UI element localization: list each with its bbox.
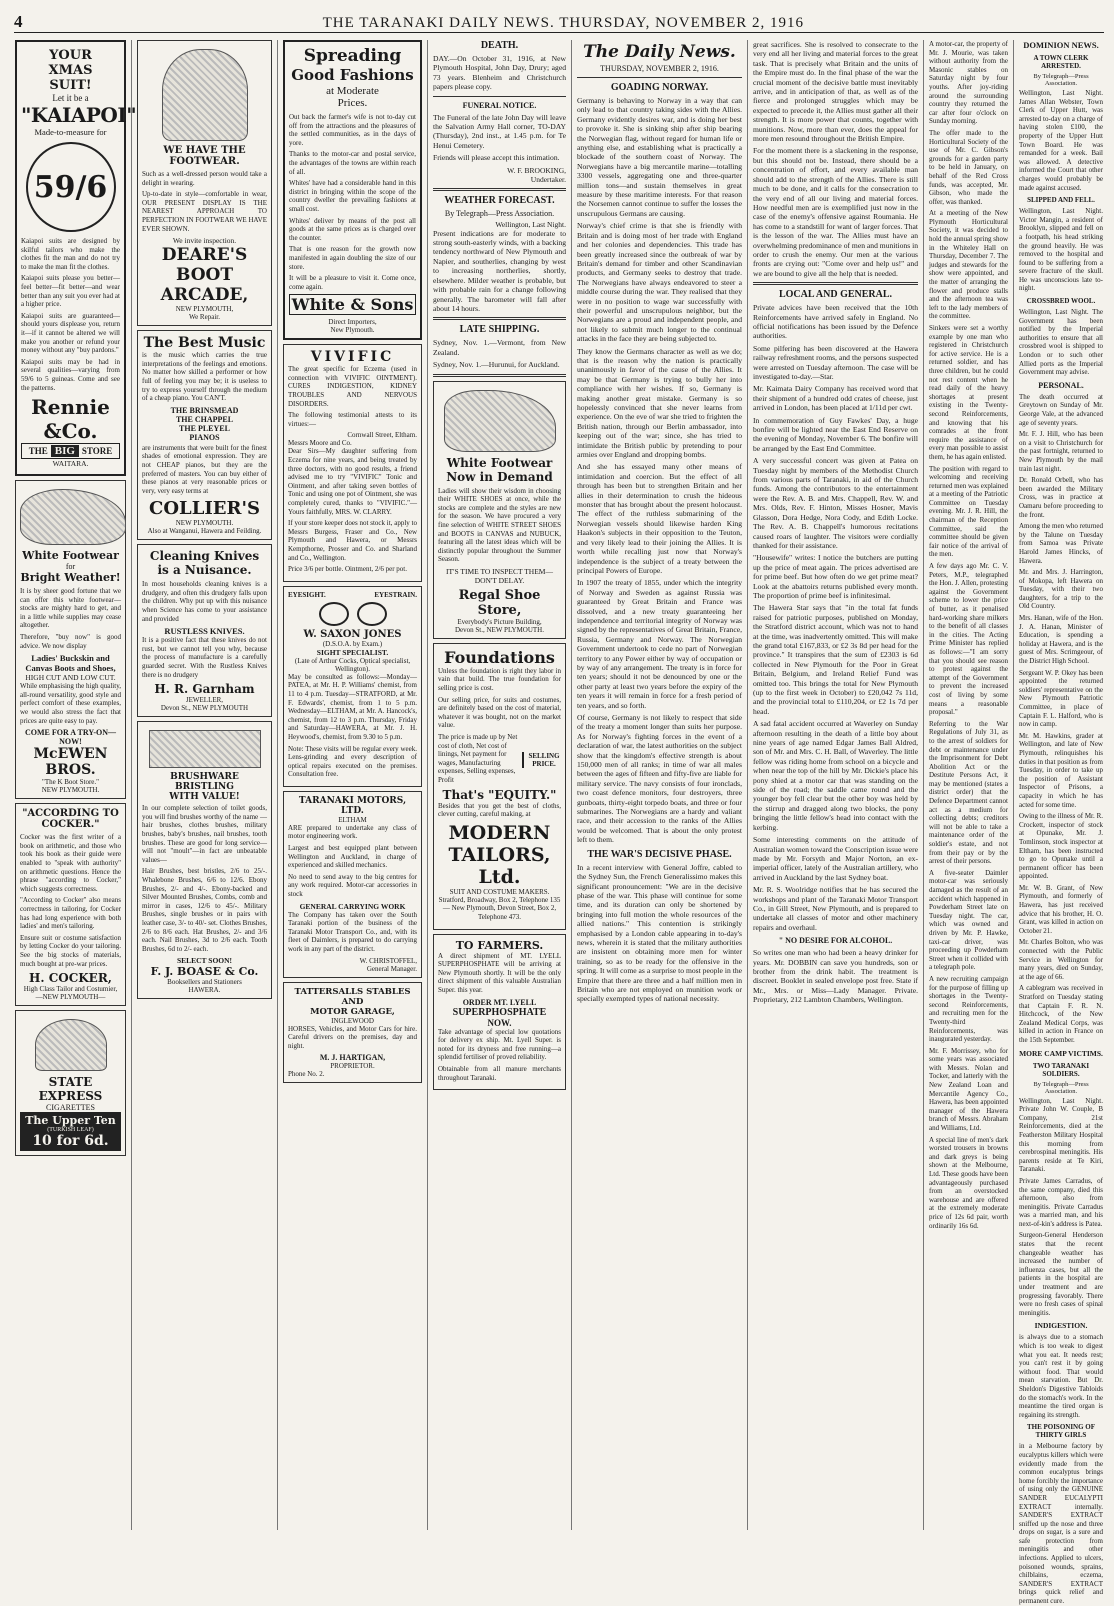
saxon-jones-ad xyxy=(283,586,422,787)
mcewen-town: NEW PLYMOUTH. xyxy=(41,786,100,795)
state-turk: (TURKISH LEAF) xyxy=(47,1127,94,1134)
regal-h1: White Footwear xyxy=(446,455,553,470)
col8-p3: Wellington, Last Night. The Government has been notified by the Imperial authorities to ensure that all crossbred wool is shipped to London or to such other Allied ports as the Imperial Government may advise. xyxy=(1019,308,1103,377)
col8-p16: Wellington, Last Night. Private John W. Couple, B Company, 21st Reinforcements, died at the Featherston Military Hospital this morning from cerebrospinal meningitis. His parents reside at Te Kiri, Taranaki. xyxy=(1019,1096,1103,1174)
col8-p19: is always due to a stomach which is too weak to digest what you eat. It needs rest; you can't rest it by going without food. That would mean starvation. But Dr. Sheldon's Digestive Tabloids do the stomach's work. In the meantime the tired organ is regaining its strength. xyxy=(1019,1333,1103,1419)
farmers-order: ORDER MT. LYELL xyxy=(462,997,537,1007)
weather-dateline: Wellington, Last Night. xyxy=(495,219,566,229)
wool-heading: CROSSBRED WOOL. xyxy=(1026,297,1096,306)
boase-role: Booksellers and Stationers xyxy=(167,978,242,987)
state-price: 10 for 6d. xyxy=(32,1133,109,1150)
column-4 xyxy=(428,40,572,1530)
col6-p1: great sacrifices. She is resolved to consecrate to the very end all her living and material forces to the great task. That is precisely what Britain and the units of the Empire must do. In the final phase of the war the crucial moment of the decisive battle must inevitably arrive, and in anticipation of that, as well as of the fierce and prolonged struggles which may be expected to precede it, the Allies must gather all their strength. It is more power that counts, together with munitions. Now, more than ever, does the appeal for more men resound throughout the British Empire. xyxy=(753,40,918,144)
motors-p2: Largest and best equipped plant between Wellington and Auckland, in charge of experienced and skilled mechanics. xyxy=(288,844,417,870)
modern-addr: Stratford, Broadway, Box 2, Telephone 135 — New Plymouth, Devon Street, Box 2, Telephone 473. xyxy=(438,895,561,921)
cocker-name: H. COCKER, xyxy=(29,971,112,986)
colliers-town: NEW PLYMOUTH. xyxy=(175,519,234,528)
regal-tag: Everybody's Picture Building, xyxy=(457,617,542,626)
the-word: THE xyxy=(28,446,48,457)
equity-heading: That's "EQUITY." xyxy=(442,787,557,802)
editorial-h1: GOADING NORWAY. xyxy=(610,82,709,93)
modern-role: SUIT AND COSTUME MAKERS. xyxy=(449,887,550,896)
col7-p7: Referring to the War Regulations of July 31, as to the arrest of soldiers for debt or maintenance under the Imprisonment for Debt Abolition Act or the Destitute Persons Act, it may be mentioned (states a district order) that the Defence Department cannot act as a medium for collecting debts; creditors will not be able to take a maintenance order of the soldier's estate, and not from their pay or by the arrest of their persons. xyxy=(929,719,1008,866)
farmers-ad xyxy=(433,934,566,1091)
col8-p1: Wellington, Last Night. James Allan Webster, Town Clerk of Upper Hutt, was arrested to-day on a charge of having stolen £100, the property of the Upper Hutt Town Board. He was remanded for a week. Bail was allowed. A detective informed the Court that other charges would probably be made against accused. xyxy=(1019,89,1103,192)
rennie-name: Rennie &Co. xyxy=(31,395,110,444)
slipped-heading: SLIPPED AND FELL. xyxy=(1027,196,1095,205)
knives-h1: Cleaning Knives xyxy=(149,549,260,564)
kaiapoi-l2: XMAS xyxy=(48,63,93,78)
garnham-name: H. R. Garnham xyxy=(154,682,255,697)
piano-2: THE CHAPPEL xyxy=(175,414,234,424)
col6-p9: The Hawera Star says that "in the total fat funds raised for patriotic purposes, published on Monday, the Stratford district account, which was not to hand at the time, was inadvertently omitted. This will make the grand total £167,833, or £2 3s 8d per head for the province." It transpires that the sum of £2303 is 6d collected in New Plymouth for the Poor in Great Britain, Belgium, and Ireland Relief Fund was omitted too. This brings the total for New Plymouth (up to the first week in October) to £20,042 7s 11d, and the provincial total to £110,204, or £2 1s 7d per head. xyxy=(753,603,918,716)
kaiapoi-p2: Kaiapoi suits please you better—feel better—fit better—and wear better than any suit you ever had at a higher price. xyxy=(21,274,120,309)
mcewen-h3: Bright Weather! xyxy=(20,571,121,585)
vivific-p1: The great specific for Eczema (used in connection with VIVIFIC OINTMENT). CURES INDIGESTION, KIDNEY TROUBLES AND NERVOUS DISORDERS. xyxy=(288,365,417,408)
motors-sig: W. CHRISTOFFEL, xyxy=(359,956,417,965)
col7-p5: The position with regard to welcoming and receiving returned men was explained at a meeting of the Patriotic Committee on Tuesday evening. Mr. J. R. Hill, the chairman of the Reception Committee, said the committee should be given fair notice of the arrival of the men. xyxy=(929,464,1008,559)
kaiapoi-l4: Let it be a xyxy=(52,93,89,103)
column-8-dominion xyxy=(1014,40,1108,1606)
kaiapoi-l3: SUIT! xyxy=(49,78,92,93)
cocker-p3: Ensure suit or costume satisfaction by letting Cocker do your tailoring. See the big stocks of materials, much bought at pre-war prices. xyxy=(20,933,121,968)
death-heading: DEATH. xyxy=(480,40,519,51)
regal-p2: IT'S TIME TO INSPECT THEM—DON'T DELAY. xyxy=(446,566,553,585)
cocker-town: —NEW PLYMOUTH— xyxy=(35,993,106,1002)
col7-p4: Sinkers were set a worthy example by one man who registered in Christchurch for active service. He is a returned soldier, and has three children, but he could not rest content when he read daily of the heavy shortages at present existing in the Twenty-second Reinforcements, and knowing that his comrades at the front require the assistance of every man possible to assist them, he has again enlisted. xyxy=(929,324,1008,461)
newspaper-header-title: THE TARANAKI DAILY NEWS. THURSDAY, NOVEMBER 2, 1916 xyxy=(322,15,804,31)
editorial-p2: Norway's chief crime is that she is friendly with Britain and is doing most of her trade with England and her colonies and dependencies. This trade has been greatly increased since the outbreak of war by Britain's demand for timber and other Scandinavian products, and Germany seeks to destroy that trade. The Norwegians have always endeavored to steer a middle course during the war. They realised that they were in no position to wage war successfully with their powerful and unscrupulous neighbor, but the Norwegians are a proud and independent people, and not likely to submit much longer to the continual attacks in the face they are being subjected to. xyxy=(577,221,742,344)
column-1 xyxy=(10,40,137,1530)
col6-p10: A sad fatal accident occurred at Waverley on Sunday afternoon resulting in the death of a little boy about nine years of age named Edgar James Ball Aldred, son of Mr. and Mrs. C. H. Ball, of Waverley. The little fellow was riding home from school on a bicycle and when near the top of the hill by Mr. Dickie's place his pony shied at a motor car that was standing on the side of the road; the saddle came round and the younger boy fell clear but the other boy was held by the stirrup and dragged along two blocks, the pony bringing the little fellow's head into contact with the kerbing. xyxy=(753,719,918,832)
farmers-p1: A direct shipment of MT. LYELL SUPERPHOSPHATE will be arriving at New Plymouth shortly. It will be the only direct shipment of this valuable Australian Super. this year. xyxy=(438,951,561,994)
kaiapoi-ad xyxy=(15,40,137,476)
modern-p3: The price is made up by Net cost of cloth, Net cost of linings, Net payment for wages, Manufacturing expenses, Selling expenses, Profit xyxy=(438,733,518,784)
regal-shoe-ad xyxy=(433,381,566,639)
camp-victims-heading: MORE CAMP VICTIMS. xyxy=(1019,1048,1103,1058)
col7-p2: The offer made to the Horticultural Society of the use of Mr. C. Gibson's grounds for a garden party to be held in January, on behalf of the Red Cross funds, was accepted, Mr. Gibson, who made the offer, was thanked. xyxy=(929,128,1008,206)
farmers-now: NOW. xyxy=(487,1017,512,1028)
boase-p1: In our complete selection of toilet goods, you will find brushes worthy of the name — hair brushes, clothes brushes, military brushes, baby's brushes, nail brushes, tooth brushes. These are good for long service—will not "moult"—in fact are unbeatable values— xyxy=(142,804,267,864)
weather-by: By Telegraph—Press Association. xyxy=(444,208,555,218)
farmers-p2: Take advantage of special low quotations for delivery ex ship. Mt. Lyell Super. is noted for its dryness and free running—a splendid fertiliser of proved reliability. xyxy=(438,1027,561,1062)
col7-p9: A new recruiting campaign for the purpose of filling up shortages in the Twenty-second Reinforcements, and recruiting men for the Twenty-third Reinforcements, was inaugurated yesterday. xyxy=(929,974,1008,1044)
col8-p18: Surgeon-General Henderson states that the recent changeable weather has increased the number of influenza cases, but all the patients in the hospital are under treatment and are progressing favorably. There were no fresh cases of spinal meningitis. xyxy=(1019,1231,1103,1317)
regal-name: Regal Shoe Store, xyxy=(458,587,541,618)
mcewen-h1: White Footwear xyxy=(22,549,119,563)
state-brand: STATE EXPRESS xyxy=(38,1075,103,1104)
col6-p8: "Housewife" writes: I notice the butchers are putting up the price of meat again. The prices advertised are for prime beef. But how often do we get prime meat? Look at the abattoirs returns published every month. The proportion of prime beef is infinitesimal. xyxy=(753,553,918,600)
knives-h2: is a Nuisance. xyxy=(157,563,252,578)
spreading-p3: Whites' have had a considerable hand in this district in bringing within the scope of the country dweller the prevailing fashions at small cost. xyxy=(289,179,416,213)
motors-sigrole: General Manager. xyxy=(366,964,417,973)
col6-p3: Private advices have been received that the 10th Reinforcements have arrived safely in England. No official notifications has been issued by the Defence authorities. xyxy=(753,303,918,341)
mcewen-item1: Ladies' Buckskin and Canvas Boots and Shoes, xyxy=(25,653,116,674)
boase-ad xyxy=(137,721,272,999)
boase-p2: Hair Brushes, best bristles, 2/6 to 25/-. Whalebone Brushes, 6/6 to 12/6. Ebony Brushes, 2/- and 4/-. Ebony-backed and Silver Mounted Brushes, Combs, comb and mirror in cases, 12/6 to 45/-. Military Brushes, single brushes or in pairs with leather case, 3/- to 40/- set. Clothes Brushes, 2/6 to 8/6 each. Hat Brushes, 2/- and 3/6 each. Nail Brushes, 3d to 2/6 each. Tooth Brushes, 6d to 2/- each. xyxy=(142,867,267,953)
vivific-p3: Dear Sirs—My daughter suffering from Eczema for nine years, and being treated by three doctors, with no good results, a friend advised me to try "VIVIFIC" Tonic and Ointment, and after taking seven bottles of Tonic and using one pot of Ointment, she was completely cured, thanks to "VIVIFIC."—Yours faithfully, MRS. W. CLARRY. xyxy=(288,447,417,516)
column-6-local xyxy=(748,40,924,1530)
tattersalls-p1: HORSES, Vehicles, and Motor Cars for hire. Careful drivers on the premises, day and night. xyxy=(288,1024,417,1050)
col8-p6: Dr. Ronald Orbell, who has been awarded the Military Cross, was in practice at Oamaru before proceeding to the front. xyxy=(1019,476,1103,519)
saxon-p2: Note: These visits will be regular every week. Lens-grinding and every description of optical repairs executed on the premises. Consultation free. xyxy=(288,744,417,779)
mcewen-item2: HIGH CUT AND LOW CUT. xyxy=(25,673,116,683)
modern-tailors-ad xyxy=(433,643,566,930)
spreading-h2: Good Fashions xyxy=(291,66,414,84)
motors-town: ELTHAM xyxy=(338,815,367,824)
modern-n3: Ltd. xyxy=(478,865,521,888)
vivific-p2: The following testimonial attests to its virtues:— xyxy=(288,411,417,428)
mcewen-cta: COME FOR A TRY-ON—NOW! xyxy=(24,728,117,747)
editorial-p3: They know the Germans character as well as we do; that is the reason why the nation is practically unanimously in favor of the cause of the Allies. It may be that Germany is trying to bully her into compliance with her wishes. If so, Germany is making another great mistake. Germany is so hopelessly convinced that she never learns from experience. On the eve of war she tried to frighten the British nation, through our Berlin ambassador, into keeping out of the war; since, she has tried to intimidate the British public by pretending to pour armies over England and dropping bombs. xyxy=(577,346,742,460)
cocker-p1: Cocker was the first writer of a book on arithmetic, and those who took his book as their guide were enabled to "speak with authority" on arithmetic questions. Hence the phrase "according to Cocker," which suggests correctness. xyxy=(20,833,121,893)
state-cig: CIGARETTES xyxy=(46,1103,95,1113)
funeral-sig: W. F. BROOKING, xyxy=(507,165,566,175)
kaiapoi-l1: YOUR xyxy=(49,48,92,63)
white-sons-town: New Plymouth. xyxy=(330,326,375,335)
eyestrain-label: EYESTRAIN. xyxy=(374,590,417,599)
camp-by: By Telegraph—Press Association. xyxy=(1033,1080,1089,1095)
col8-p12: Owing to the illness of Mr. R. Crockett, inspector of stock at Opunake, Mr. J. Tomlinson, stock inspector at Eltham, has been instructed to go to Opunake until a permanent officer has been appointed. xyxy=(1019,812,1103,881)
vivific-addr: Cornwall Street, Eltham. xyxy=(347,431,417,440)
saxon-deg: (D.S.O.A. by Exam.) xyxy=(322,639,383,648)
brushware-illustration xyxy=(149,730,261,768)
mcewen-ad xyxy=(15,480,126,799)
column-7-local-cont xyxy=(924,40,1014,1530)
deare-town: NEW PLYMOUTH, xyxy=(175,305,234,314)
local-general-heading: LOCAL AND GENERAL. xyxy=(778,289,893,301)
col6-p4: Some pilfering has been discovered at the Hawera railway refreshment rooms, and the persons suspected were arrested on Tuesday afternoon. The case will be investigated to-day.—Star. xyxy=(753,343,918,381)
piano-3: THE PLEYEL xyxy=(179,423,230,433)
boase-town: HAWERA. xyxy=(188,986,221,995)
spectacles-icon xyxy=(288,602,417,626)
alcohol-heading: " NO DESIRE FOR ALCOHOL. xyxy=(778,936,893,946)
col8-p10: Sergeant W. P. Okey has been appointed the returned soldiers' representative on the New Plymouth Patriotic Committee, in place of Captain F. L. Halford, who is now in camp. xyxy=(1019,668,1103,729)
regal-h2: Now in Demand xyxy=(446,469,553,484)
mcewen-p1: It is by sheer good fortune that we can offer this white footwear—stocks are mighty hard to get, and in a little while supplies may cease altogether. xyxy=(20,587,121,630)
col7-p1: A motor-car, the property of Mr. J. Mourie, was taken without authority from the Masonic stables on Saturday night by four youths. After joy-riding around the surrounding country they returned the car after four o'clock on Sunday morning. xyxy=(929,40,1008,126)
colliers-heading: The Best Music xyxy=(143,335,266,352)
colliers-name: COLLIER'S xyxy=(149,498,260,520)
column-3 xyxy=(278,40,428,1530)
tattersalls-h2: MOTOR GARAGE, xyxy=(310,1006,395,1017)
col8-p8: Mr. and Mrs. J. Harrington, of Mokopa, left Hawera on Tuesday, with their two daughters, for a trip to the Old Country. xyxy=(1019,568,1103,611)
col8-p9: Mrs. Hanan, wife of the Hon. J. A. Hanan, Minister of Education, is spending a holiday at Hawera, and is the guest of Mrs. Scrimgeour, of the District High School. xyxy=(1019,614,1103,666)
col6-p12: Mr. R. S. Woolridge notifies that he has secured the workshops and plant of the Taranaki Motor Transport Co., in Gill Street, New Plymouth, and is prepared to undertake all classes of motor and other machinery repairs and overhaul. xyxy=(753,885,918,932)
saxon-role: SIGHT SPECIALIST. xyxy=(316,647,389,657)
modern-n2: TAILORS, xyxy=(448,843,551,866)
editorial-p7: In a recent interview with General Joffre, cabled to the Sydney Sun, the French Generalissimo makes this significant pronouncement: "We are in the decisive phase of the war. This phase will continue for some time, and its duration can only be shortened by bringing into full motion the whole resources of the allied nations." This contention is strikingly emphasised by a London cable appearing in to-day's news, wherein it is stated that the military authorities are insistent on obtaining more men for winter training, so as to be ready for the offensive in the spring. It will come as a surprise to most people in the Empire that there are three and a half million men in Britain who are not employed on munition work or specially exempted types of national necessity. xyxy=(577,862,742,1004)
deare-h2: FOOTWEAR. xyxy=(169,156,240,167)
vivific-sal: Messrs Moore and Co. xyxy=(288,439,352,448)
editorial-date: THURSDAY, NOVEMBER 2, 1916. xyxy=(600,64,719,73)
store-word: STORE xyxy=(81,446,113,457)
poisoning-heading: THE POISONING OF THIRTY GIRLS xyxy=(1026,1423,1096,1440)
col8-p7: Among the men who returned by the Talune on Tuesday from Samoa was Private Harold James Hincks, of Hawera. xyxy=(1019,522,1103,565)
deare-p1: Such as a well-dressed person would take a delight in wearing. xyxy=(142,170,267,187)
paper-title: The Daily News. xyxy=(583,42,736,62)
deare-n1: DEARE'S xyxy=(161,245,248,266)
eyesight-label: EYESIGHT. xyxy=(288,590,326,599)
piano-4: PIANOS xyxy=(189,432,220,442)
page-number: 4 xyxy=(14,12,24,31)
mcewen-tag: "The K Boot Store." xyxy=(41,778,100,787)
col8-p5: Mr. F. J. Hill, who has been on a visit to Christchurch for the past fortnight, returned to New Plymouth by the mail train last night. xyxy=(1019,430,1103,473)
spreading-p2: Thanks to the motor-car and postal service, the advantages of the towns are within reach of all. xyxy=(289,150,416,176)
big-store-banner xyxy=(21,443,120,459)
colliers-also: Also at Wanganui, Hawera and Feilding. xyxy=(147,527,262,536)
cocker-p2: "According to Cocker" also means correctness in tailoring, for Cocker has had long experience with both ladies' and men's tailoring. xyxy=(20,896,121,931)
col6-p13: So writes one man who had been a heavy drinker for years. Mr. DOBBIN can save you hundreds, son or brother from the drink habit. The treatment is discreet. Booklet in sealed envelope post free. State if Mr., Mrs. or Miss—Lady Manager. Private. Proprietary, 212 Lambton Chambers, Wellington. xyxy=(753,948,918,1005)
column-2 xyxy=(132,40,278,1530)
cocker-role: High Class Tailor and Costumier, xyxy=(23,985,118,994)
col7-p10: Mr. F. Morrissey, who for some years was associated with Messrs. Nolan and Tocker, and latterly with the New Zealand Loan and Mercantile Agency Co., Hawera, has been appointed manager of the Hawera branch of Messrs. Abraham and Williams, Ltd. xyxy=(929,1046,1008,1133)
indigestion-heading: INDIGESTION. xyxy=(1034,1321,1088,1331)
editorial-p6: Of course, Germany is not likely to respect that side of the treaty a moment longer than suits her purpose. As for Norway's fighting forces in the event of a declaration of war, the latest authorities on the subject show that the kingdom's effective strength is about 150,000 men of all ranks; in time of war all males between the ages of fifteen and fifty-five are liable for military service. The navy consists of four ironclads, two coast defence monitors, four destroyers, three gunboats, thirty-eight torpedo boats, and three or four submarines. The Norwegians are a hardy and valiant race, and their accession to the ranks of the Allies would be welcomed. That is about the only protest left to them. xyxy=(577,713,742,845)
white-sons-name: White & Sons xyxy=(289,294,416,315)
col6-p6: In commemoration of Guy Fawkes' Day, a huge bonfire will be lighted near the East End Reserve on the evening of Monday, November 6. The bonfire will be arranged by the East End Committee. xyxy=(753,415,918,453)
lady-illustration xyxy=(35,1019,107,1071)
death-notice: DAY.—On October 31, 1916, at New Plymouth Hospital, John Day, Drury; aged 73 years. Blenheim and Christchurch papers please copy. xyxy=(433,54,566,92)
regal-p1: Ladies will show their wisdom in choosing their WHITE SHOES at once, while the stocks are complete and the styles are new for the season. We have procured a very fine selection of WHITE STREET SHOES and BOOTS in CANVAS and NUBUCK, featuring all the latest ideas which will be distinctly popular throughout the Summer Season. xyxy=(438,486,561,564)
two-soldiers-heading: TWO TARANAKI SOLDIERS. xyxy=(1032,1061,1090,1078)
kaiapoi-price: 59/6 xyxy=(33,169,108,205)
farmers-super: SUPERPHOSPHATE xyxy=(452,1006,547,1018)
knives-h3: RUSTLESS KNIVES. xyxy=(164,626,245,637)
col8-p20: in a Melbourne factory by eucalyptus killers which were evidently made from the common eucalyptus brings home forcibly the importance of using only the GENUINE SANDER EUCALYPTI EXTRACT internally. SANDER'S EXTRACT sniffed up the nose and three drops on sugar, is a sure and safe protection from meningitis and other infections. Applied to ulcers, poisoned wounds, sprains, chilblains, eczema, SANDER'S EXTRACT brings quick relief and permanent cure. xyxy=(1019,1442,1103,1606)
vivific-heading: VIVIFIC xyxy=(310,349,395,366)
funeral-role: Undertaker. xyxy=(530,174,566,184)
col6-p5: Mr. Kaimata Dairy Company has received word that their shipment of a hundred odd crates of cheese, just arrived in London, has been placed at 1/11d per cwt. xyxy=(753,384,918,413)
col8-p15: A cablegram was received in Stratford on Tuesday stating that Captain F. R. N. Hitchcock, of the New Zealand Medical Corps, was killed in action in France on the 15th September. xyxy=(1019,984,1103,1044)
mcewen-h2: for xyxy=(65,562,76,572)
deare-n2: BOOT xyxy=(176,265,233,286)
spreading-p5: That is one reason for the growth now manifested in again doubling the size of our store. xyxy=(289,245,416,271)
deare-ad xyxy=(137,40,272,326)
tattersalls-role: PROPRIETOR. xyxy=(330,1062,375,1071)
modern-p2: Our selling price, for suits and costumes, are definitely based on the cost of material, whatever it was bought, not on the market value. xyxy=(438,695,561,730)
regal-town: Devon St., NEW PLYMOUTH. xyxy=(454,625,544,634)
modern-p1: Unless the foundation is right they labor in vain that build. The true foundation for selling price is cost. xyxy=(438,666,561,693)
mcewen-p2: Therefore, "buy now" is good advice. We now display xyxy=(20,633,121,650)
deare-repair: We Repair. xyxy=(189,313,220,322)
motors-p4: The Company has taken over the South Taranaki portion of the business of the Taranaki Motor Transport Co., and, with its fleet of Daimlers, is prepared to do carrying work in any part of the district. xyxy=(288,910,417,953)
shipping-heading: LATE SHIPPING. xyxy=(459,324,540,336)
col7-p6: A few days ago Mr. C. V. Peters, M.P., telegraphed the Hon. J. Allen, protesting against the Government scheme to lower the price of butter, as it penalised hard-working share milkers to the benefit of all classes in the cities. The Acting Prime Minister has replied as follows:—"I am sorry that you should see reason to protest against the attempt of the Government to prevent the increased cost of living by some means a reasonable proposal." xyxy=(929,562,1008,717)
col8-p17: Private James Carradus, of the same company, died this afternoon, also from meningitis. Private Carradus was a married man, and his next-of-kin's address is Patea. xyxy=(1019,1176,1103,1228)
foundations-heading: Foundations xyxy=(444,647,555,667)
motors-p3: No need to send away to the big centres for any work required. Motor-car accessories in stock xyxy=(288,872,417,899)
tattersalls-name: M. J. HARTIGAN, xyxy=(319,1053,386,1063)
col6-p11: Some interesting comments on the attitude of Australian women toward the Conscription issue were made by Mr. Forsyth and Major Norton, an ex-imperial officer, lately of the Australian artillery, who arrived in Auckland by the last Sydney boat. xyxy=(753,835,918,882)
cocker-h1: "ACCORDING TO xyxy=(22,808,119,820)
spreading-p1: Out back the farmer's wife is not to-day cut off from the attractions and the pleasures of the settled communities, as in the days of yore. xyxy=(289,113,416,147)
garnham-role: JEWELLER, xyxy=(185,696,224,705)
editorial-h2: THE WAR'S DECISIVE PHASE. xyxy=(587,848,732,860)
col6-p7: A very successful concert was given at Patea on Tuesday night by members of the Methodist Church from various parts of Taranaki, in aid of the Church funds. Among the contributors to the entertainment were the Rev. A. B. and Mrs. Chappell, Rev. W. and Mrs. Olds, Rev. F. Hinton, Misses Hosner, Mavis Glasson, Dora Hedge, Nora Cody, and Edith Locke. The Rev. A. B. Chappell's humorous recitations caused roars of laughter. The visitors were cordially thanked for their assistance. xyxy=(753,456,918,550)
colliers-p1: is the music which carries the true interpretations of the feelings and emotions. No matter how skilled a performer or how full of feeling you may be; it is useless to try to express yourself through the medium of a cheap piano. You CAN'T. xyxy=(142,351,267,403)
vivific-p5: Price 3/6 per bottle. Ointment, 2/6 per pot. xyxy=(288,565,407,574)
big-word: BIG xyxy=(51,445,79,457)
gentleman-illustration xyxy=(162,49,248,141)
farmers-p3: Obtainable from all manure merchants throughout Taranaki. xyxy=(438,1064,561,1082)
motors-heading: TARANAKI MOTORS, LTD. xyxy=(298,795,407,816)
modern-p4: Besides that you get the best of cloths, clever cutting, careful making, at xyxy=(438,801,561,819)
motors-p1: ARE prepared to undertake any class of motor engineering work. xyxy=(288,823,417,841)
white-shoe-illustration xyxy=(444,390,556,452)
funeral-p2: Friends will please accept this intimation. xyxy=(433,153,560,163)
deare-p2: Up-to-date in style—comfortable in wear, OUR PRESENT DISPLAY IS THE NEAREST APPROACH TO PERFECTION IN FOOTWEAR WE HAVE EVER SHOWN. xyxy=(142,190,267,233)
town-clerk-heading: A TOWN CLERK ARRESTED. xyxy=(1033,54,1089,70)
mcewen-name: McEWEN BROS. xyxy=(33,746,108,779)
shipping-p2: Sydney, Nov. 1.—Hurunui, for Auckland. xyxy=(433,360,560,370)
spreading-h4: Prices. xyxy=(337,97,368,109)
shipping-p1: Sydney, Nov. 1.—Vermont, from New Zealand. xyxy=(433,338,566,357)
knives-p1: In most households cleaning knives is a drudgery, and often this drudgery falls upon the children. Why put up with this nuisance when Science has come to your assistance and provided xyxy=(142,580,267,623)
editorial-p4: And she has essayed many other means of intimidation and coercion. But the effect of all through has been but to strengthen Britain and her allies in their determination to crush the hideous monster that has brought about the present holocaust. The effect of the ruthless submarining of the Norwegian vessels should likewise harden King Haakon's subjects in their opposition to the Teuton, and very likely lead to their joining the Allies. It is worth while recalling just now that Norway's independence is the subject of a treaty between the principal Powers of Europe. xyxy=(577,462,742,575)
modern-n1: MODERN xyxy=(448,821,551,844)
weather-p1: Present indications are for moderate to strong south-easterly winds, with a backing tendency northward of New Plymouth and Napier, and southerlies, changing by west to increasing northerlies, shortly, elsewhere. Milder weather is probable, but with probable rain for a change following generally. The barometer will fall after about 14 hours. xyxy=(433,228,566,313)
motors-h2: GENERAL CARRYING WORK xyxy=(299,901,406,911)
col8-p11: Mr. M. Hawkins, grader at Wellington, and late of New Plymouth, relinquishes his duties in that position as from Tuesday, in order to take up the position of Assistant Inspector of Prisons, a capacity in which he has acted for some time. xyxy=(1019,731,1103,809)
taranaki-motors-ad xyxy=(283,791,422,978)
col8-p13: Mr. W. B. Grant, of New Plymouth, and formerly of Hawera, has just received advice that his brother, H. O. Grant, was killed in action on October 21. xyxy=(1019,883,1103,935)
dominion-by: By Telegraph—Press Association. xyxy=(1033,73,1089,87)
col8-p4: The death occurred at Greytown on Sunday of Mr. George Vale, at the advanced age of seventy years. xyxy=(1019,392,1103,427)
funeral-p1: The Funeral of the late John Day will leave the Salvation Army Hall corner, TO-DAY (Thursday), 2nd inst., at 1.45 p.m. for Te Henui Cemetery. xyxy=(433,112,566,150)
dominion-heading: DOMINION NEWS. xyxy=(1023,40,1099,50)
boase-name: F. J. BOASE & Co. xyxy=(150,965,259,979)
kaiapoi-brand: "KAIAPOI" xyxy=(21,103,137,127)
shoe-illustration xyxy=(20,489,126,545)
state-express-ad xyxy=(15,1010,126,1156)
vivific-p4: If your store keeper does not stock it, apply to Messrs Burgess, Fraser and Co., New Plymouth and Hawera, or Messrs Kempthorne, Prosser and Co. and Sharland and Co., Wellington. xyxy=(288,519,417,562)
column-5-editorial xyxy=(572,40,748,1530)
white-sons-ad xyxy=(283,40,422,340)
saxon-late: (Late of Arthur Cocks, Optical specialist, Wellington). xyxy=(294,656,411,673)
cocker-h2: COCKER." xyxy=(41,819,100,831)
cocker-ad xyxy=(15,803,126,1006)
kaiapoi-l5: Made-to-measure for xyxy=(34,127,107,137)
boase-h1: BRUSHWARE BRISTLING xyxy=(170,772,239,793)
boase-select: SELECT SOON! xyxy=(176,956,233,966)
funeral-heading: FUNERAL NOTICE. xyxy=(462,100,537,110)
tattersalls-phone: Phone No. 2. xyxy=(288,1070,325,1079)
rennie-town: WAITARA. xyxy=(52,459,89,469)
deare-h1: WE HAVE THE xyxy=(163,145,246,156)
spreading-h3: at Moderate xyxy=(326,85,379,97)
kaiapoi-p3: Kaiapoi suits are guaranteed—should yours displease you, return it—if it cannot be altered we will make you another or refund your money without any "buy pardons." xyxy=(21,311,120,355)
selling-price-label: SELLING PRICE. xyxy=(522,752,561,768)
tattersalls-ad xyxy=(283,982,422,1084)
knives-p2: It is a positive fact that these knives do not rust, but we cannot tell you why, because the process of manufacture is a carefully guarded secret. With the Rustless Knives there is no drudgery xyxy=(142,636,267,679)
colliers-p2: are instruments that were built for the finest shades of emotional expression. They are not CHEAP pianos, but they are the preferred of masters. You can buy either of these pianos at very reasonable prices or very, very easy terms at xyxy=(142,443,267,495)
col8-p14: Mr. Charles Bolton, who was connected with the Public Service in Wellington for many years, died on Sunday, at the age of 66. xyxy=(1019,938,1103,981)
vivific-ad xyxy=(283,344,422,581)
deare-p3: We invite inspection. xyxy=(172,236,237,246)
saxon-name: W. SAXON JONES xyxy=(303,628,402,640)
weather-heading: WEATHER FORECAST. xyxy=(444,194,555,206)
kaiapoi-p1: Kaiapoi suits are designed by skilful tailors who make the clothes fit the man and do not try to make the man fit the clothes. xyxy=(21,237,120,271)
price-circle xyxy=(26,142,116,232)
saxon-p1: May be consulted as follows:—Monday—PATEA, at Mr. H. P. Williams' chemist, from 11 to 4 p.m. Tuesday—STRATFORD, at Mr. F. Edwards', chemist, from 1 to 5 p.m. Wednesday—ELTHAM, at Mr. A. Hancock's, chemist, from 12 to 3 p.m. Thursday, Friday and Saturday—HAWERA, at Mr. J. H. Heywood's, chemist, from 9.30 to 5 p.m. xyxy=(288,672,417,741)
garnham-ad xyxy=(137,544,272,717)
state-upper: The Upper Ten xyxy=(25,1114,116,1128)
spreading-p6: It will be a pleasure to visit it. Come once, come again. xyxy=(289,274,416,291)
col7-p8: A five-seater Daimler motor-car was seriously damaged as the result of an accident which happened in Powderham Street late on Tuesday night. The car, which was owned and driven by Mr. P. Hawke, taxi-car driver, was proceeding up Powderham Street when it collided with a telegraph pole. xyxy=(929,868,1008,972)
spreading-p4: Whites' deliver by means of the post all goods at the same prices as is charged over the counter. xyxy=(289,216,416,242)
editorial-p1: Germany is behaving to Norway in a way that can only lead to that country taking sides with the Allies. Germany evidently desires war, and is doing her best to provoke it. She is sinking ship after ship bearing the Norwegian flag, without regard for human life or anything else, and establishing what is practically a blockade of the southern coast of Norway. The Norwegians have a big mercantile marine—totalling 3300 vessels, aggregating one and three-quarter million tons—and sustain themselves in great measure by these maritime interests. For that reason the Norsemen cannot continue to suffer the losses the unscrupulous Germans are causing. xyxy=(577,96,742,218)
col7-p3: At a meeting of the New Plymouth Horticultural Society, it was decided to hold the annual spring show in the Whiteley Hall on Thursday, December 7. The judges and stewards for the show were appointed, and the matter of arranging the flower and produce stalls and the afternoon tea was left to the lady members of the committee. xyxy=(929,209,1008,321)
masthead xyxy=(14,10,1104,33)
personal-heading: PERSONAL. xyxy=(1038,380,1084,390)
col7-p11: A special line of men's dark worsted trousers in browns and dark greys is being shown at the Melbourne, Ltd. These goods have been advantageously purchased from an overstocked warehouse and are offered at the extremely moderate price of 12s 6d pair, worth ordinarily 16s 6d. xyxy=(929,1135,1008,1230)
tattersalls-town: INGLEWOOD xyxy=(331,1016,374,1025)
col8-p2: Wellington, Last Night. Victor Mangin, a resident of Brooklyn, slipped and fell on a footpath, his head striking the ground heavily. He was removed to the hospital and found to be suffering from a severe fracture of the skull. He was unconscious late to-night. xyxy=(1019,207,1103,293)
farmers-heading: TO FARMERS. xyxy=(455,938,544,952)
mcewen-p3: While emphasising the high quality, all-round versatility, good style and perfect comfort of these examples, we would also stress the fact that prices are quite easy to pay. xyxy=(20,682,121,725)
piano-1: THE BRINSMEAD xyxy=(170,405,239,415)
garnham-town: Devon St., NEW PLYMOUTH xyxy=(160,704,249,713)
deare-n3: ARCADE, xyxy=(160,285,249,306)
colliers-ad xyxy=(137,330,272,540)
spreading-h1: Spreading xyxy=(303,46,402,66)
col6-p2: For the moment there is a slackening in the response, but this should not be. Instead, there should be a concentration of effort, and every available man should add to the strength of the Allies. There is still much to be done, and it calls for the consecration to the very end of all our living and material forces. How needful men are is exemplified just now in the case of the enemy's offensive against Roumania. He has come to a standstill for want of larger forces. That is the lesson of the war. The Allies must have an overwhelming predominance of men and munitions in order to crush the enemy. Our men at the various fronts are crying out: "Come over and help us!" and we are bound to give all the help that is needed. xyxy=(753,146,918,278)
boase-h2: WITH VALUE! xyxy=(169,792,240,803)
kaiapoi-p4: Kaiapoi suits may be had in several qualities—varying from 59/6 to 5 guineas. Come and see the patterns. xyxy=(21,357,120,392)
white-sons-role: Direct Importers, xyxy=(328,318,377,327)
tattersalls-h1: TATTERSALLS STABLES AND xyxy=(294,986,411,1007)
editorial-p5: In 1907 the treaty of 1855, under which the integrity of Norway and Sweden as against Russia was guaranteed by Great Britain and France was dissolved, and a new treaty guaranteeing her independence and territorial integrity of Norway was signed by the representatives of Great Britain, France, Russia, Germany and Norway. The Norwegian Government undertook to cede no part of Norwegian territory to any Power either by way of occupation or by way of any arrangement. The treaty is in force for ten years; should it not be denounced by one or the other party at least two years before the expiry of the ten years it will remain in force for a fresh period of ten years, and so forth. xyxy=(577,578,742,710)
